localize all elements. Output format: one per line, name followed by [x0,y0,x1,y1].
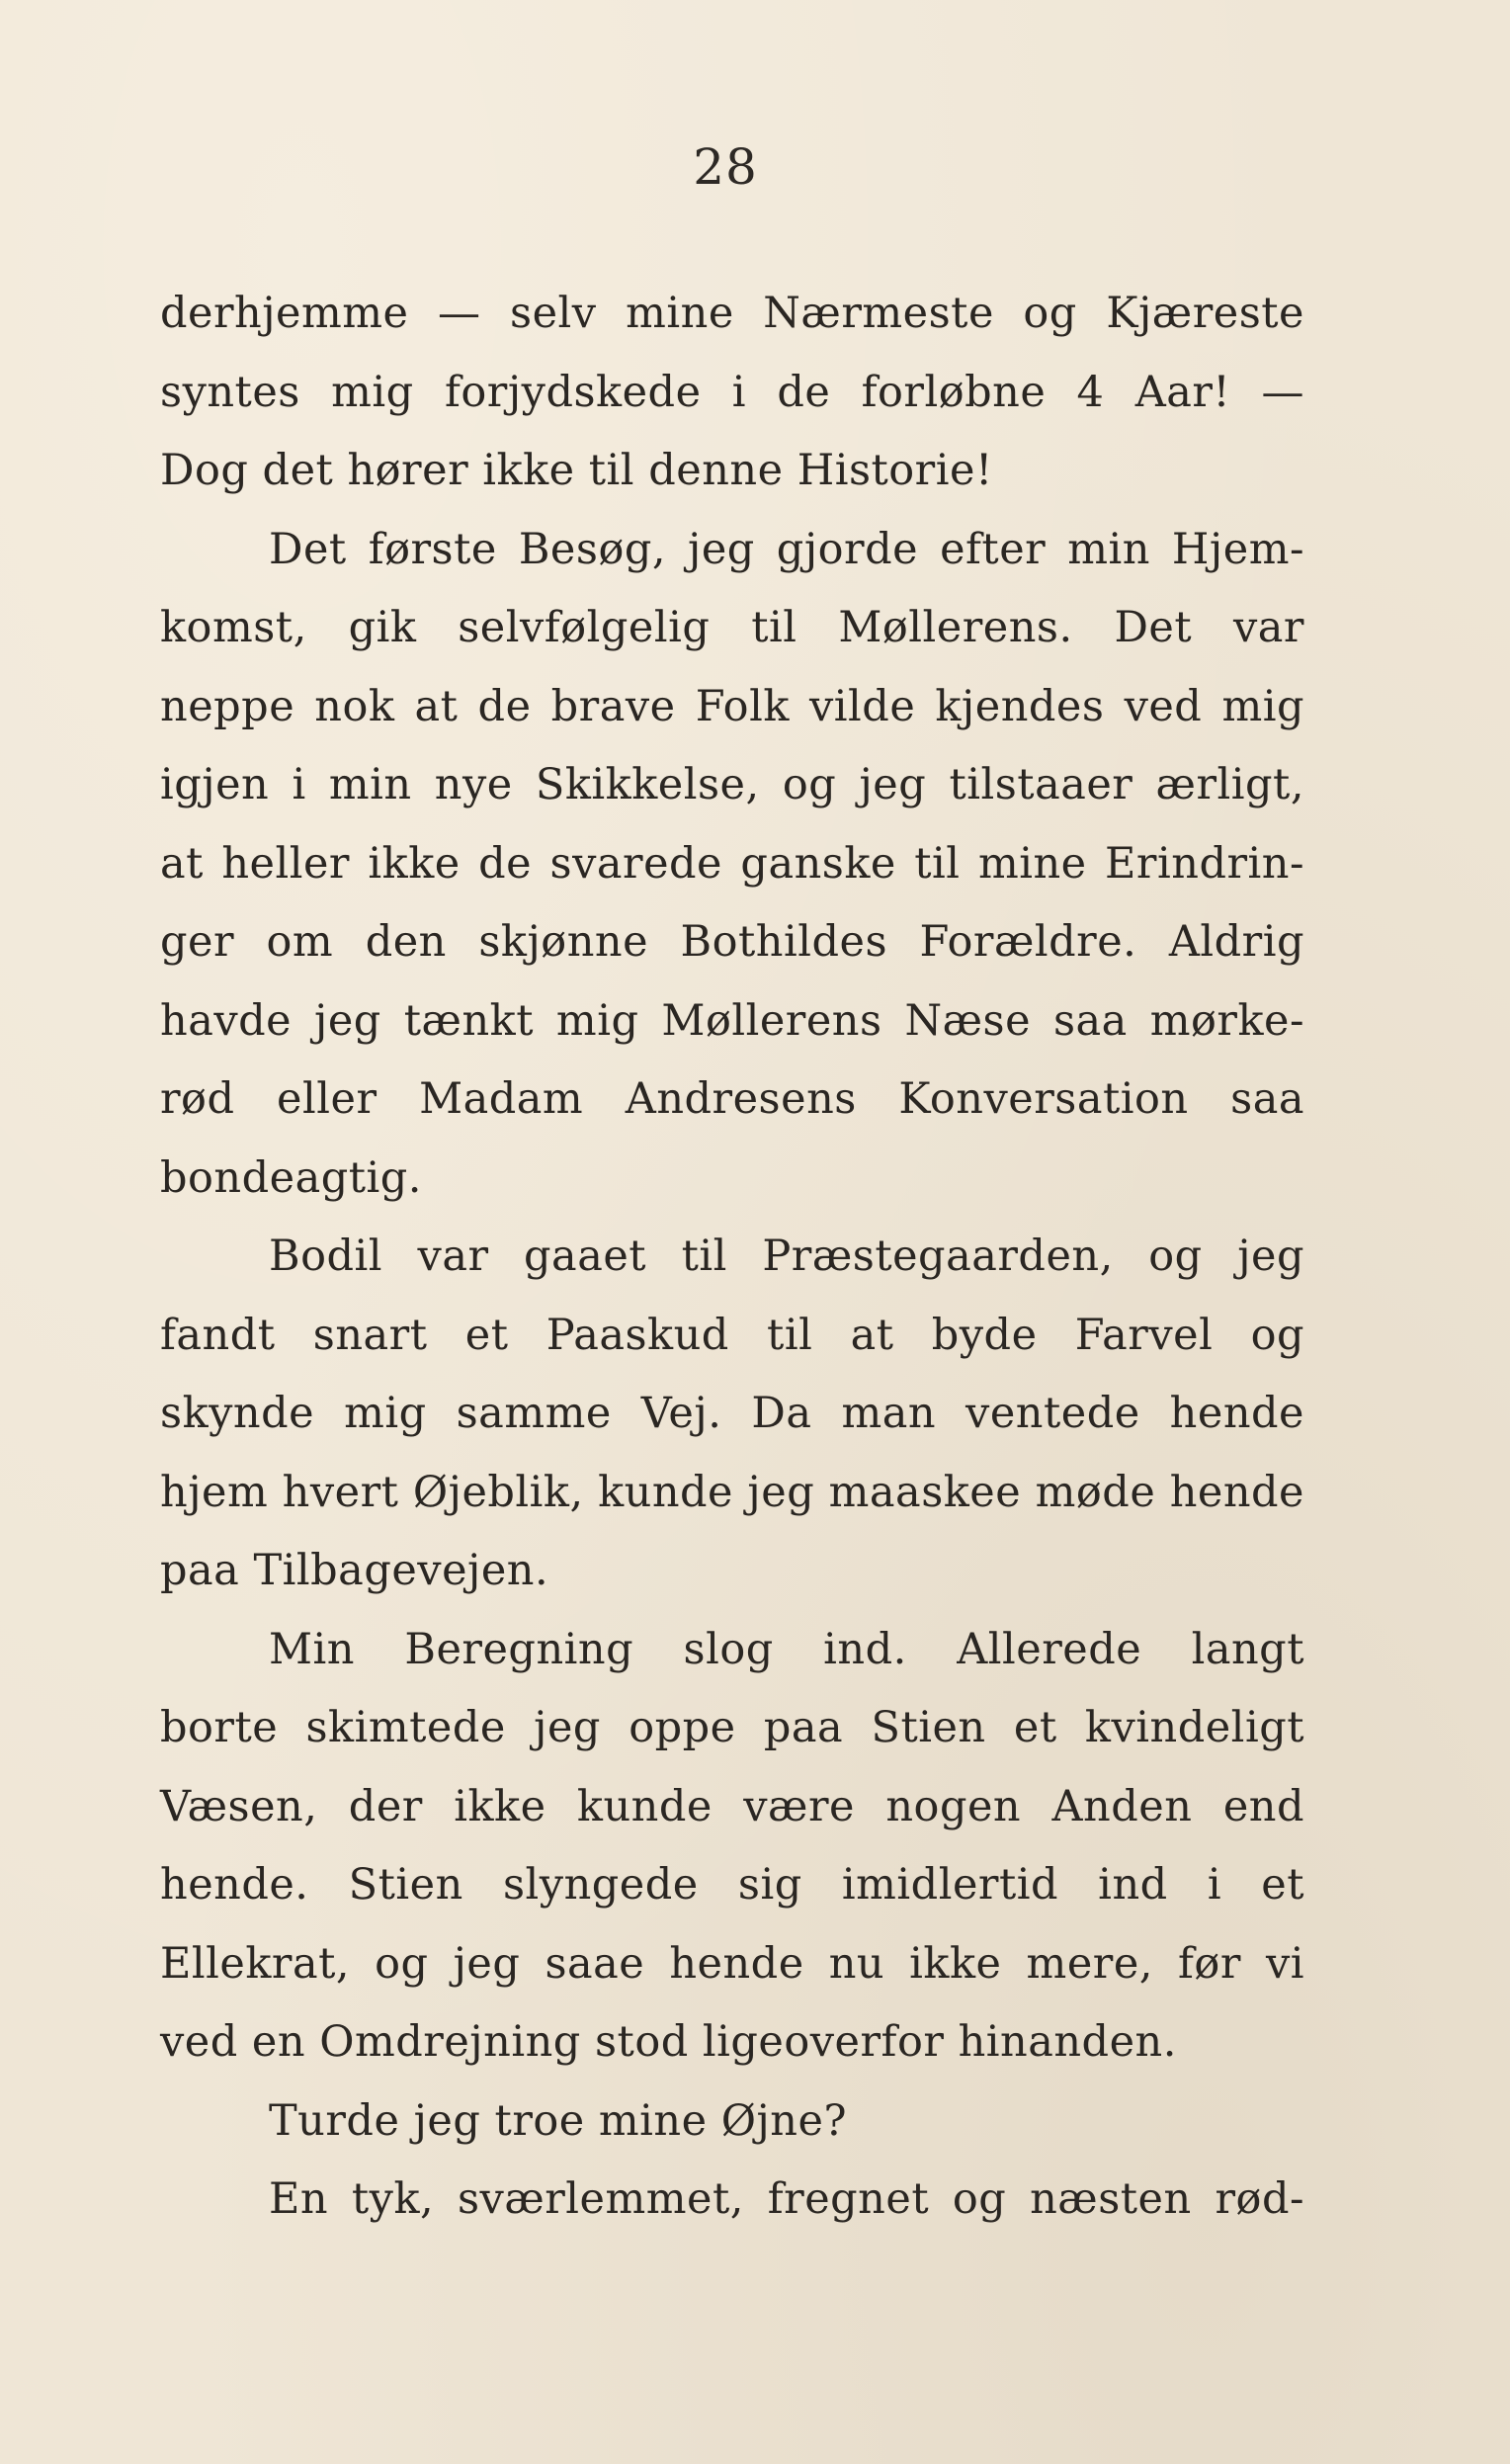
text-line: borte skimtede jeg oppe paa Stien et kvindeligt [160,1703,1304,1752]
text-line: Det første Besøg, jeg gjorde efter min Hjem- [269,524,1304,574]
text-line: havde jeg tænkt mig Møllerens Næse saa mørke- [160,995,1304,1046]
text-line: bondeagtig. [160,1152,422,1203]
text-line: fandt snart et Paaskud til at byde Farvel og [160,1310,1304,1360]
text-line: Turde jeg troe mine Øjne? [269,2095,848,2146]
text-line: Bodil var gaaet til Præstegaarden, og jeg [269,1232,1304,1281]
text-line: En tyk, sværlemmet, fregnet og næsten rød- [269,2174,1304,2224]
body-text [160,275,1304,2240]
text-line: skynde mig samme Vej. Da man ventede hende [160,1389,1304,1438]
text-line: hende. Stien slyngede sig imidlertid ind i et [160,1860,1304,1910]
text-line: at heller ikke de svarede ganske til mine Erindrin- [160,838,1304,889]
text-line: rød eller Madam Andresens Konversation saa [160,1074,1304,1124]
text-line: ger om den skjønne Bothildes Forældre. Aldrig [160,917,1304,967]
page-number: 28 [693,138,758,196]
text-line: Min Beregning slog ind. Allerede langt [269,1624,1304,1674]
text-line: paa Tilbagevejen. [160,1546,549,1595]
text-line: hjem hvert Øjeblik, kunde jeg maaskee møde hende [160,1467,1304,1517]
text-line: Ellekrat, og jeg saae hende nu ikke mere, før vi [160,1938,1304,1989]
text-line: igjen i min nye Skikkelse, og jeg tilstaaer ærligt, [160,760,1304,809]
text-line: derhjemme — selv mine Nærmeste og Kjæreste [160,289,1304,338]
text-line: komst, gik selvfølgelig til Møllerens. Det var [160,603,1304,652]
text-line: syntes mig forjydskede i de forløbne 4 Aar! — [160,367,1304,417]
text-line: Væsen, der ikke kunde være nogen Anden end [160,1781,1304,1831]
text-line: neppe nok at de brave Folk vilde kjendes ved mig [160,681,1304,731]
text-line: ved en Omdrejning stod ligeoverfor hinanden. [160,2017,1177,2067]
text-line: Dog det hører ikke til denne Historie! [160,446,993,495]
